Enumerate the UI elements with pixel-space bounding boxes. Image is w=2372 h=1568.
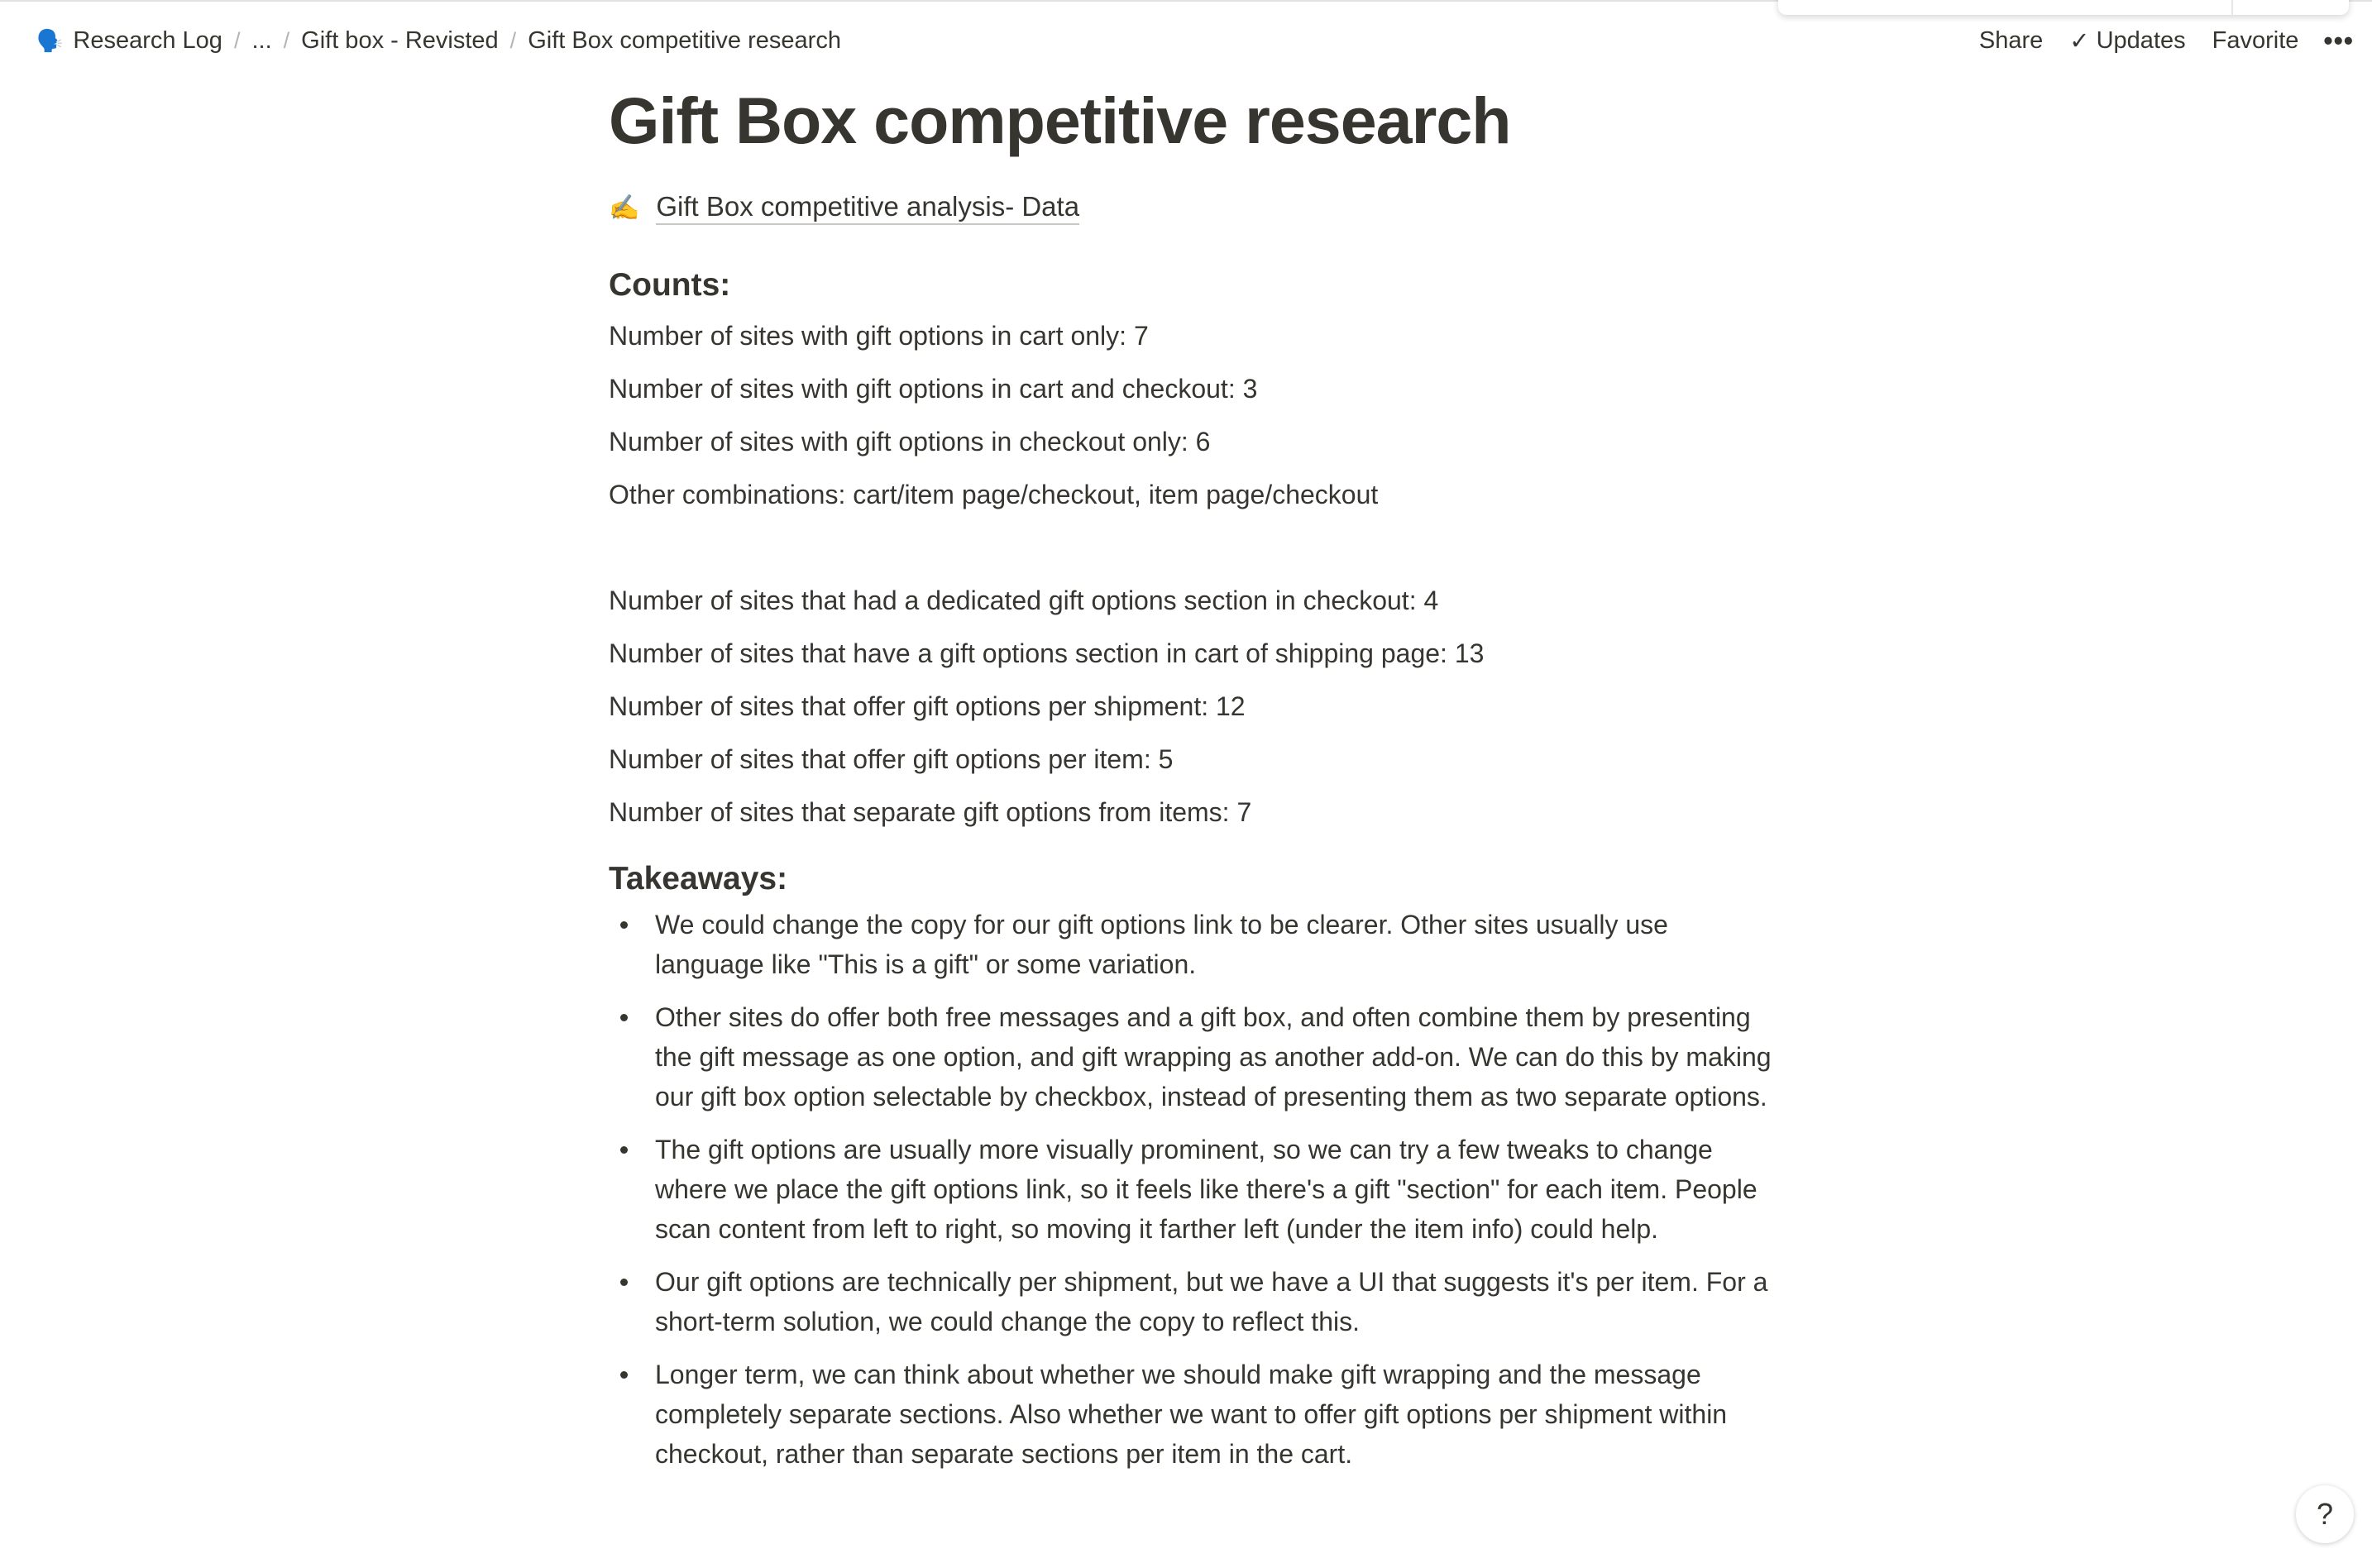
more-options-icon[interactable]: ••• xyxy=(2323,25,2354,55)
bullet-icon xyxy=(620,1014,628,1021)
breadcrumb xyxy=(36,22,841,60)
text-block: Number of sites that have a gift options section in cart of shipping page: 13 xyxy=(609,638,1485,668)
page-content xyxy=(609,79,1783,1487)
checkmark-icon: ✓ xyxy=(2069,27,2090,55)
help-button[interactable] xyxy=(2296,1485,2354,1543)
page-title[interactable]: Gift Box competitive research xyxy=(609,84,1511,157)
bullet-icon xyxy=(620,1146,628,1154)
breadcrumb-item-gift-box-revisted[interactable]: Gift box - Revisted xyxy=(301,26,499,54)
share-button[interactable]: Share xyxy=(1978,26,2044,54)
counts-heading: Counts: xyxy=(609,267,731,303)
speaking-head-icon: 🗣️ xyxy=(36,27,64,53)
text-block: Number of sites that separate gift options from items: 7 xyxy=(609,797,1252,827)
breadcrumb-item-research-log[interactable] xyxy=(36,27,222,55)
writing-hand-icon: ✍️ xyxy=(609,194,640,222)
list-item xyxy=(609,1130,1780,1249)
breadcrumb-separator: / xyxy=(233,27,241,53)
popover-divider xyxy=(2231,0,2233,15)
empty-block xyxy=(609,521,1783,574)
bullet-icon xyxy=(620,1279,628,1286)
takeaways-heading: Takeaways: xyxy=(609,861,788,896)
top-actions xyxy=(1953,22,2354,60)
list-item-text: The gift options are usually more visually prominent, so we can try a few tweaks to change where we place the gift options link, so it feels like there's a gift "section" for each item. People scan content from left to right, so moving it farther left (under the item info) could help. xyxy=(655,1135,1757,1244)
list-item-text: Longer term, we can think about whether we should make gift wrapping and the message completely separate sections. Also whether we want to offer gift options per shipment within checkout, rather than separate sections per item in the cart. xyxy=(655,1360,1728,1469)
list-item xyxy=(609,997,1780,1116)
text-block: Number of sites that offer gift options per item: 5 xyxy=(609,744,1174,774)
list-item xyxy=(609,1262,1780,1341)
bullet-icon xyxy=(620,1371,628,1379)
help-icon: ? xyxy=(2316,1497,2334,1531)
list-item xyxy=(609,905,1780,984)
list-item xyxy=(609,1355,1780,1474)
breadcrumb-separator: / xyxy=(283,27,290,53)
list-item-text: Our gift options are technically per shipment, but we have a UI that suggests it's per item. For a short-term solution, we could change the copy to reflect this. xyxy=(655,1267,1768,1336)
text-block: Number of sites with gift options in cart and checkout: 3 xyxy=(609,374,1258,404)
updates-label: Updates xyxy=(2096,26,2186,54)
linked-page-label[interactable]: Gift Box competitive analysis- Data xyxy=(656,190,1079,225)
list-item-text: Other sites do offer both free messages and a gift box, and often combine them by presenting the gift message as one option, and gift wrapping as another add-on. We can do this by making our gift box option selectable by checkbox, instead of presenting them as two separate options. xyxy=(655,1002,1772,1111)
breadcrumb-item-current[interactable]: Gift Box competitive research xyxy=(528,26,841,54)
breadcrumb-ellipsis[interactable]: ... xyxy=(251,26,272,54)
popover-edge xyxy=(1778,0,2349,15)
list-item-text: We could change the copy for our gift options link to be clearer. Other sites usually use language like "This is a gift" or some variation. xyxy=(655,910,1668,979)
text-block: Other combinations: cart/item page/checkout, item page/checkout xyxy=(609,480,1379,509)
updates-button[interactable] xyxy=(2069,26,2185,55)
bullet-icon xyxy=(620,921,628,929)
linked-page[interactable] xyxy=(609,187,1783,228)
favorite-button[interactable]: Favorite xyxy=(2212,26,2299,54)
breadcrumb-label: Research Log xyxy=(73,26,222,54)
text-block: Number of sites with gift options in cart only: 7 xyxy=(609,321,1149,351)
text-block: Number of sites with gift options in checkout only: 6 xyxy=(609,427,1211,457)
top-bar xyxy=(0,0,2372,79)
text-block: Number of sites that offer gift options per shipment: 12 xyxy=(609,691,1246,721)
text-block: Number of sites that had a dedicated gift options section in checkout: 4 xyxy=(609,586,1439,615)
breadcrumb-separator: / xyxy=(509,27,517,53)
takeaways-list xyxy=(609,905,1783,1474)
